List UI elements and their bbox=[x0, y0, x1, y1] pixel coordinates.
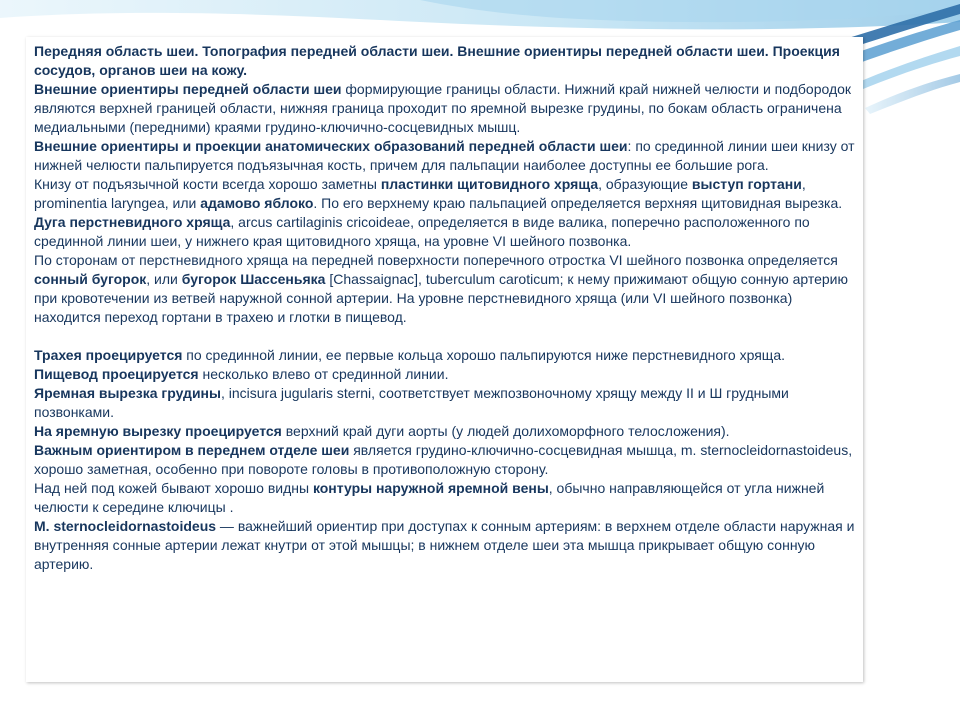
paragraph bbox=[34, 213, 855, 251]
paragraph bbox=[34, 517, 855, 574]
bold-run: M. sternocleidornastoideus bbox=[34, 518, 217, 534]
bold-run: сонный бугорок bbox=[34, 271, 147, 287]
bold-run: пластинки щитовидного хряща bbox=[380, 176, 599, 192]
text-run: , или bbox=[146, 271, 182, 287]
bold-run: Трахея проецируется bbox=[34, 347, 183, 363]
bold-run: бугорок Шассеньяка bbox=[181, 271, 326, 287]
bold-run: Важным ориентиром в переднем отделе шеи bbox=[34, 442, 350, 458]
bold-run: На яремную вырезку проецируется bbox=[34, 423, 282, 439]
text-run: по срединной линии, ее первые кольца хорошо пальпируются ниже перстневидного хряща. bbox=[182, 347, 786, 363]
paragraph bbox=[34, 422, 855, 441]
text-run: несколько влево от срединной линии. bbox=[198, 366, 449, 382]
paragraph bbox=[34, 175, 855, 213]
bold-run: Дуга перстневидного хряща bbox=[34, 214, 231, 230]
text-run: верхний край дуги аорты (у людей долихоморфного телосложения). bbox=[281, 423, 730, 439]
text-run: , prominentia laryngea, или bbox=[34, 176, 806, 211]
text-run: является грудино-ключично-сосцевидная мышца, m. sternocleidornastoideus, хорошо заметная, особенно при повороте головы в противоположную сторону. bbox=[34, 442, 853, 477]
text-run: . По его верхнему краю пальпацией определяется верхняя щитовидная вырезка. bbox=[313, 195, 843, 211]
bold-run: Внешние ориентиры и проекции анатомических образований передней области шеи bbox=[34, 138, 628, 154]
bold-run: Яремная вырезка грудины bbox=[34, 385, 221, 401]
text-run: : по срединной линии шеи книзу от нижней челюсти пальпируется подъязычная кость, причем для пальпации наиболее доступны ее большие рога. bbox=[34, 138, 855, 173]
paragraph bbox=[34, 365, 855, 384]
bold-run: адамово яблоко bbox=[200, 195, 314, 211]
text-run: , обычно направляющейся от угла нижней челюсти к середине ключицы . bbox=[34, 480, 825, 515]
bold-run: выступ гортани bbox=[691, 176, 802, 192]
bold-run: контуры наружной яремной вены bbox=[312, 480, 549, 496]
text-run: , incisura jugularis sterni, соответствует межпозвоночному хрящу между II и Ш грудными позвонками. bbox=[34, 385, 789, 420]
text-run: , arcus cartilaginis cricoideae, определяется в виде валика, поперечно расположенного по срединной линии шеи, у нижнего края щитовидного хряща, на уровне VI шейного позвонка. bbox=[34, 214, 810, 249]
paragraph bbox=[34, 441, 855, 479]
paragraph bbox=[34, 346, 855, 365]
paragraph bbox=[34, 251, 855, 327]
bold-run: Передняя область шеи. Топография передней области шеи. Внешние ориентиры передней области шеи. Проекция сосудов, органов шеи на кожу. bbox=[34, 43, 840, 78]
text-run: По сторонам от перстневидного хряща на передней поверхности поперечного отростка VI шейного позвонка определяется bbox=[34, 252, 838, 268]
text-run: — важнейший ориентир при доступах к сонным артериям: в верхнем отделе области наружная и внутренняя сонные артерии лежат кнутри от этой мышцы; в нижнем отделе шеи эта мышца прикрывает общую сонную артерию. bbox=[34, 518, 855, 572]
paragraph bbox=[34, 42, 855, 80]
text-run: Над ней под кожей бывают хорошо видны bbox=[34, 480, 313, 496]
text-run: , образующие bbox=[598, 176, 692, 192]
paragraph bbox=[34, 80, 855, 137]
bold-run: Внешние ориентиры передней области шеи bbox=[34, 81, 342, 97]
paragraph bbox=[34, 137, 855, 175]
text-run: [Chassaignac], tuberculum caroticum; к нему прижимают общую сонную артерию при кровотечении из ветвей наружной сонной артерии. На уровне перстневидного хряща (или VI шейного позвонка) находится переход гортани в трахею и глотки в пищевод. bbox=[34, 271, 848, 325]
paragraph bbox=[34, 384, 855, 422]
paragraph-spacer bbox=[34, 327, 855, 346]
paragraph bbox=[34, 479, 855, 517]
content-text-box bbox=[26, 37, 863, 682]
text-run: формирующие границы области. Нижний край нижней челюсти и подбородок являются верхней границей области, нижняя граница проходит по яремной вырезке грудины, по бокам область ограничена медиальными (передними) краями грудино-ключично-сосцевидных мышц. bbox=[34, 81, 852, 135]
bold-run: Пищевод проецируется bbox=[34, 366, 199, 382]
text-run: Книзу от подъязычной кости всегда хорошо заметны bbox=[34, 176, 381, 192]
